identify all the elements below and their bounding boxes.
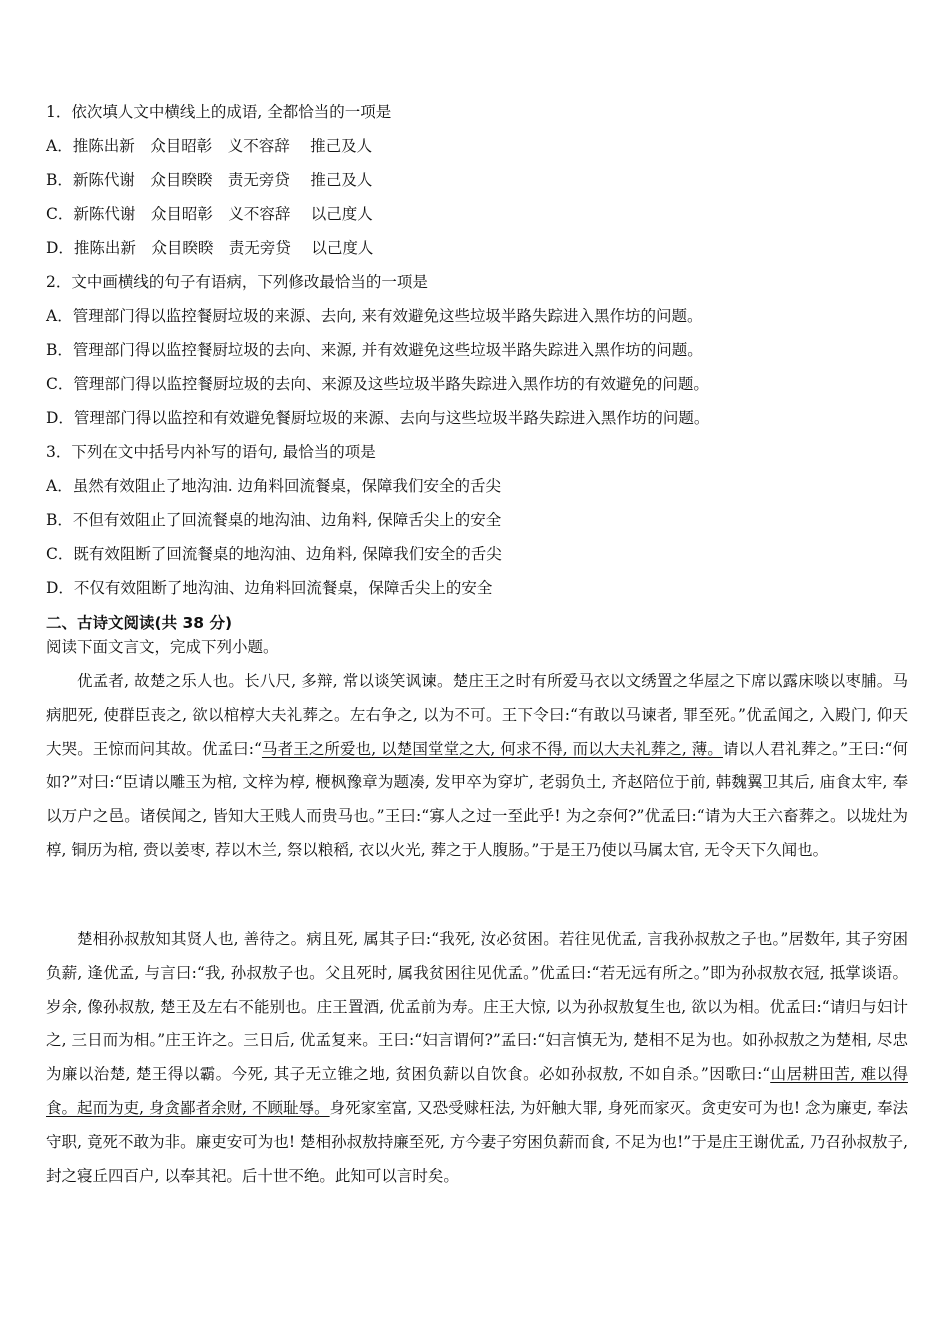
question-2-option-d: D．管理部门得以监控和有效避免餐厨垃圾的来源、去向与这些垃圾半路失踪进入黑作坊的问题。 [46, 409, 710, 427]
passage-paragraph-1 [46, 665, 908, 868]
question-3-option-a: A．虽然有效阻止了地沟油. 边角料回流餐桌，保障我们安全的舌尖 [46, 477, 502, 495]
passage-p1-underlined-sentence: 马者王之所爱也, 以楚国堂堂之大, 何求不得, 而以大夫礼葬之, 薄。 [261, 739, 723, 758]
passage-p2-text-after: 身死家室富, 又恐受赇枉法, 为奸触大罪, 身死而家灭。贪吏安可为也! 念为廉吏, 奉法守职, 竟死不敢为非。廉吏安可为也! 楚相孙叔敖持廉至死, 方今妻子穷困负薪而食, 不足为也!”于是庄王谢优孟, 乃召孙叔敖子, 封之寝丘四百户, 以奉其祀。后十世不绝。此知可以言时矣。 [46, 1098, 909, 1185]
question-3-option-d: D．不仅有效阻断了地沟油、边角料回流餐桌，保障舌尖上的安全 [46, 579, 493, 597]
question-1-option-a: A．推陈出新 众目昭彰 义不容辞 推己及人 [46, 137, 373, 155]
passage-p2-text-before: 楚相孙叔敖知其贤人也, 善待之。病且死, 属其子曰:“我死, 汝必贫困。若往见优孟, 言我孙叔敖之子也。”居数年, 其子穷困负薪, 逢优孟, 与言曰:“我, 孙叔敖子也。父且死时, 属我贫困往见优孟。”优孟曰:“若无远有所之。”即为孙叔敖衣冠, 抵掌谈语。岁余, 像孙叔敖, 楚王及左右不能别也。庄王置酒, 优孟前为寿。庄王大惊, 以为孙叔敖复生也, 欲以为相。优孟曰:“请归与妇计之, 三日而为相。”庄王许之。三日后, 优孟复来。王曰:“妇言谓何?”孟曰:“妇言慎无为, 楚相不足为也。如孙叔敖之为楚相, 尽忠为廉以治楚, 楚王得以霸。今死, 其子无立锥之地, 贫困负薪以自饮食。必如孙叔敖, 不如自杀。”因歌曰:“ [46, 930, 908, 1084]
question-1-option-b: B．新陈代谢 众目睽睽 责无旁贷 推己及人 [46, 171, 373, 189]
question-2-option-c: C．管理部门得以监控餐厨垃圾的去向、来源及这些垃圾半路失踪进入黑作坊的有效避免的问题。 [46, 375, 709, 393]
question-3-stem: 3．下列在文中括号内补写的语句, 最恰当的项是 [46, 443, 376, 461]
question-3-option-b: B．不但有效阻止了回流餐桌的地沟油、边角料, 保障舌尖上的安全 [46, 511, 502, 529]
question-1-stem: 1．依次填人文中横线上的成语, 全都恰当的一项是 [46, 103, 392, 121]
passage-p1-text-after: 请以人君礼葬之。”王曰:“何如?”对曰:“臣请以雕玉为棺, 文梓为椁, 楩枫豫章为题凑, 发甲卒为穿圹, 老弱负土, 齐赵陪位于前, 韩魏翼卫其后, 庙食太牢, 奉以万户之邑。诸侯闻之, 皆知大王贱人而贵马也。”王曰:“寡人之过一至此乎! 为之奈何?”优孟曰:“请为大王六畜葬之。以垅灶为椁, 铜历为棺, 赍以姜枣, 荐以木兰, 祭以粮稻, 衣以火光, 葬之于人腹肠。”于是王乃使以马属太官, 无令天下久闻也。 [46, 739, 908, 859]
question-2-option-a: A．管理部门得以监控餐厨垃圾的来源、去向, 来有效避免这些垃圾半路失踪进入黑作坊的问题。 [46, 307, 703, 325]
section-instruction: 阅读下面文言文，完成下列小题。 [46, 638, 279, 656]
passage-p1-text-before: 优孟者, 故楚之乐人也。长八尺, 多辩, 常以谈笑讽谏。楚庄王之时有所爱马衣以文绣置之华屋之下席以露床啖以枣脯。马病肥死, 使群臣丧之, 欲以棺椁大夫礼葬之。左右争之, 以为不可。王下令曰:“有敢以马谏者, 罪至死。”优孟闻之, 入殿门, 仰天大哭。王惊而问其故。优孟曰:“ [46, 672, 908, 758]
question-2-stem: 2．文中画横线的句子有语病，下列修改最恰当的一项是 [46, 273, 428, 291]
passage-p2-underlined-sentence: 山居耕田苦, 难以得食。起而为吏, 身贪鄙者余财, 不顾耻辱。 [46, 1065, 908, 1117]
question-1-option-d: D．推陈出新 众目睽睽 责无旁贷 以己度人 [46, 239, 374, 257]
passage-paragraph-2 [46, 923, 908, 1193]
section-heading: 二、古诗文阅读(共 38 分) [46, 614, 233, 632]
question-1-option-c: C．新陈代谢 众目昭彰 义不容辞 以己度人 [46, 205, 373, 223]
question-2-option-b: B．管理部门得以监控餐厨垃圾的去向、来源, 并有效避免这些垃圾半路失踪进入黑作坊的问题。 [46, 341, 703, 359]
question-3-option-c: C．既有效阻断了回流餐桌的地沟油、边角料, 保障我们安全的舌尖 [46, 545, 502, 563]
